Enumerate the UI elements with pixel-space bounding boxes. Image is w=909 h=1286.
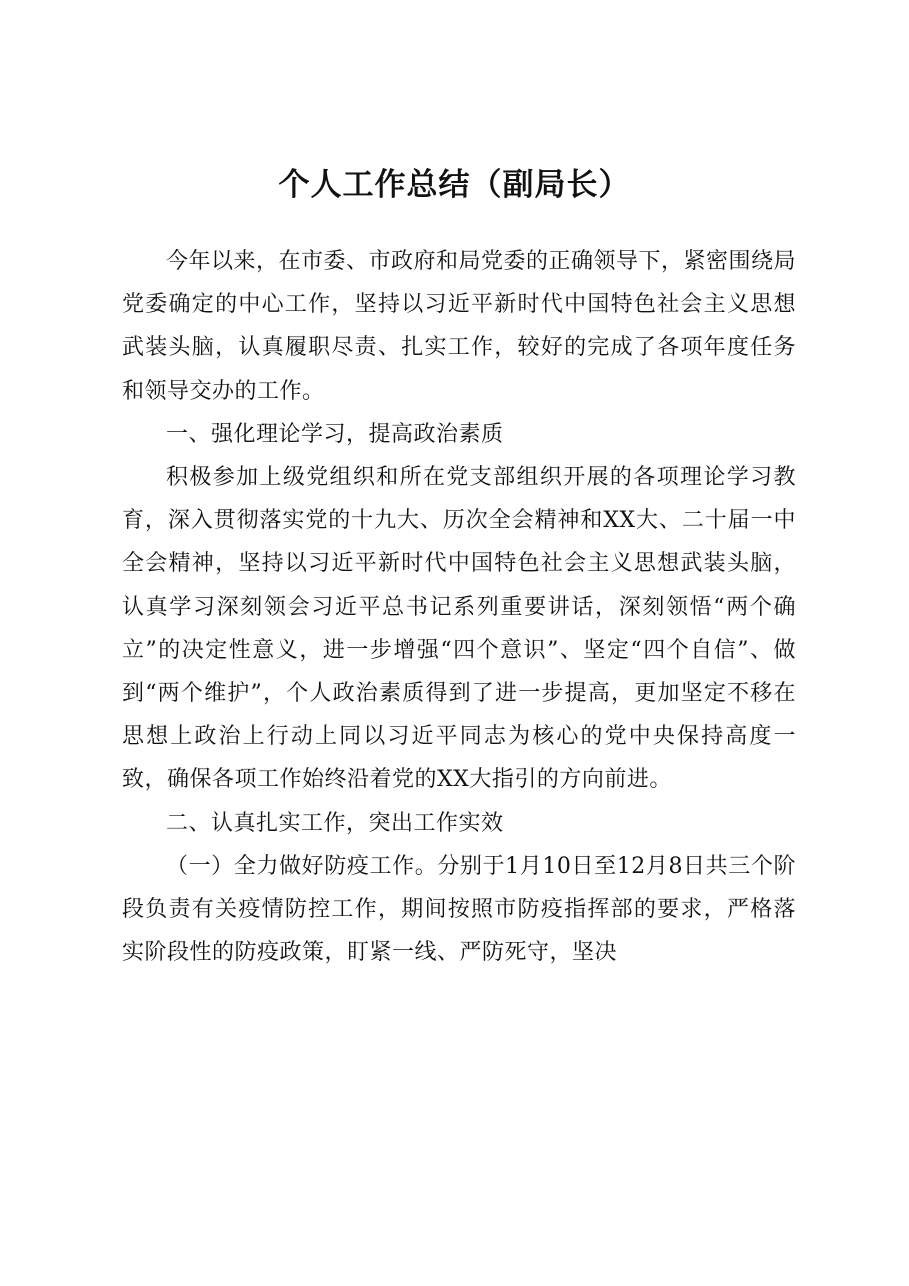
section-heading-1: 一、强化理论学习，提高政治素质 <box>166 421 504 447</box>
document-title: 个人工作总结（副局长） <box>278 167 631 203</box>
section-2-item-1-paragraph: （一）全力做好防疫工作。分别于1月10日至12月8日共三个阶段负责有关疫情防控工作，期间按照市防疫指挥部的要求，严格落实阶段性的防疫政策，盯紧一线、严防死守，坚决 <box>122 853 796 966</box>
document-body <box>122 240 796 974</box>
section-heading-2: 二、认真扎实工作，突出工作实效 <box>166 810 504 836</box>
section-1-paragraph: 积极参加上级党组织和所在党支部组织开展的各项理论学习教育，深入贯彻落实党的十九大、历次全会精神和XX大、二十届一中全会精神，坚持以习近平新时代中国特色社会主义思想武装头脑，认真学习深刻领会习近平总书记系列重要讲话，深刻领悟“两个确立”的决定性意义，进一步增强“四个意识”、坚定“四个自信”、做到“两个维护”，个人政治素质得到了进一步提高，更加坚定不移在思想上政治上行动上同以习近平同志为核心的党中央保持高度一致，确保各项工作始终沿着党的XX大指引的方向前进。 <box>122 465 796 793</box>
intro-paragraph: 今年以来，在市委、市政府和局党委的正确领导下，紧密围绕局党委确定的中心工作，坚持以习近平新时代中国特色社会主义思想武装头脑，认真履职尽责、扎实工作，较好的完成了各项年度任务和领导交办的工作。 <box>122 249 797 404</box>
